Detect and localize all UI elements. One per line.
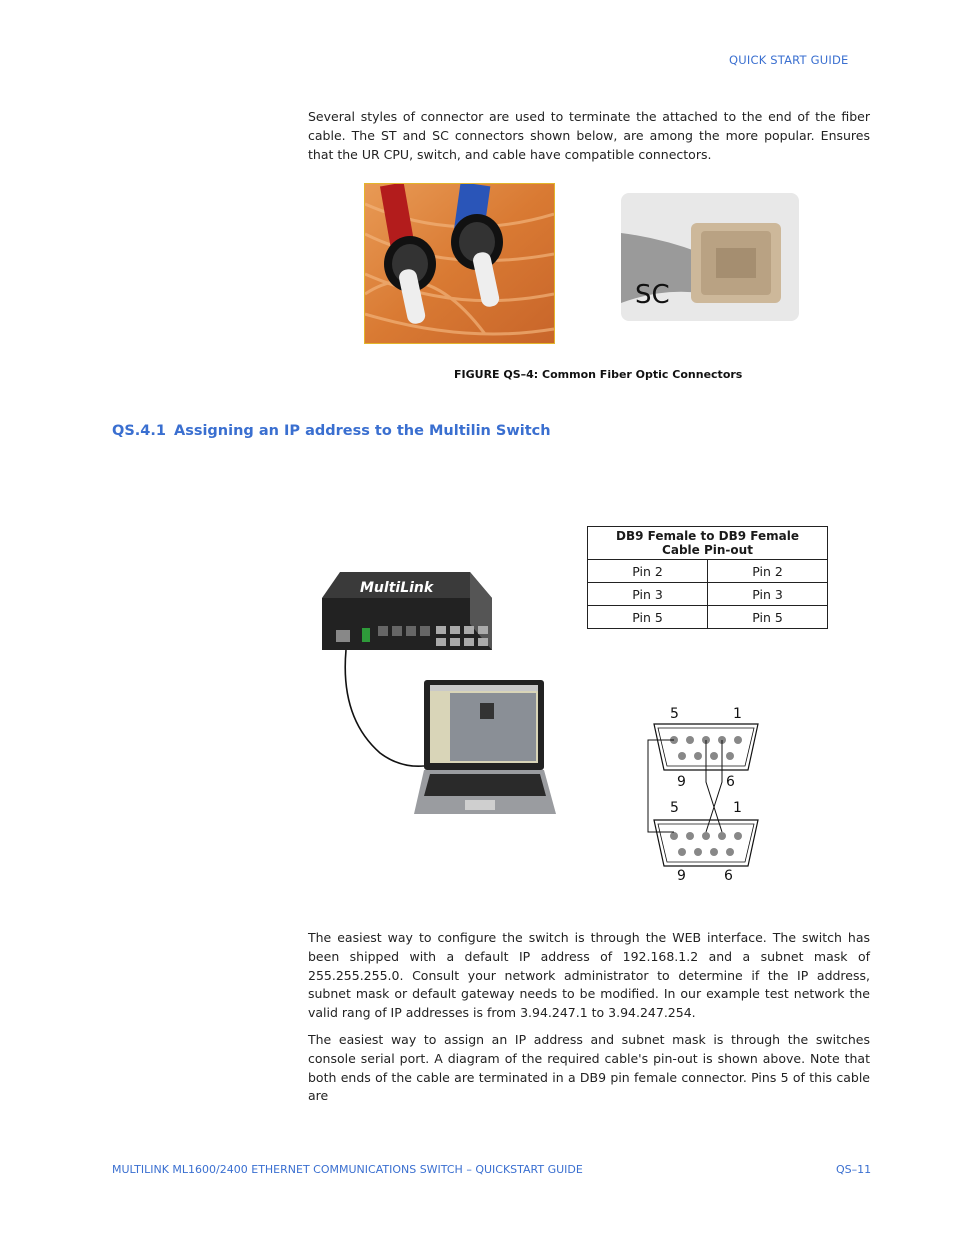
body-paragraph-2: The easiest way to assign an IP address and subnet mask is through the switches console serial port. A diagram of the required cable's pin-out is shown above. Note that both ends of the cable are terminated in a DB9 pin female connector. Pins 5 of this cable are	[308, 1032, 870, 1104]
table-cell: Pin 2	[708, 560, 828, 583]
pin-label: 1	[733, 800, 742, 816]
table-row	[588, 606, 828, 629]
table-cell: Pin 5	[588, 606, 708, 629]
st-connector-image	[364, 183, 555, 344]
footer-title: MULTILINK ML1600/2400 ETHERNET COMMUNICATIONS SWITCH – QUICKSTART GUIDE	[112, 1163, 583, 1176]
body-paragraph-1: The easiest way to configure the switch is through the WEB interface. The switch has been shipped with a default IP address of 192.168.1.2 and a subnet mask of 255.255.255.0. Consult your network administrator to determine if the IP address, subnet mask or default gateway needs to be modified. In our example test network the valid rang of IP addresses is from 3.94.247.1 to 3.94.247.254.	[308, 930, 870, 1021]
section-heading	[112, 423, 551, 439]
table-row	[588, 560, 828, 583]
sc-connector-image	[621, 193, 799, 321]
table-row	[588, 583, 828, 606]
figure-caption: FIGURE QS–4: Common Fiber Optic Connectors	[454, 368, 743, 381]
switch-laptop-diagram	[320, 568, 560, 818]
table-header-line2: Cable Pin-out	[662, 543, 753, 557]
sc-label: SC	[635, 280, 670, 310]
page-number: QS–11	[836, 1163, 872, 1176]
pin-label: 9	[677, 868, 686, 884]
table-header-line1: DB9 Female to DB9 Female	[615, 529, 799, 543]
table-cell: Pin 3	[708, 583, 828, 606]
pin-label: 5	[670, 800, 679, 816]
pin-label: 6	[724, 868, 733, 884]
table-cell: Pin 3	[588, 583, 708, 606]
table-header	[588, 527, 828, 560]
table-cell: Pin 5	[708, 606, 828, 629]
running-header: QUICK START GUIDE	[729, 53, 849, 67]
pin-label: 5	[670, 706, 679, 722]
table-cell: Pin 2	[588, 560, 708, 583]
section-number: QS.4.1	[112, 423, 166, 439]
pinout-table	[587, 526, 828, 629]
intro-paragraph: Several styles of connector are used to terminate the attached to the end of the fiber cable. The ST and SC connectors shown below, are among the more popular. Ensures that the UR CPU, switch, and cable have compatible connectors.	[308, 109, 870, 162]
pin-label: 6	[726, 774, 735, 790]
pin-label: 1	[733, 706, 742, 722]
section-title: Assigning an IP address to the Multilin Switch	[173, 423, 551, 439]
pin-label: 9	[677, 774, 686, 790]
db9-pinout-diagram	[640, 700, 770, 885]
device-brand: MultiLink	[360, 580, 434, 596]
